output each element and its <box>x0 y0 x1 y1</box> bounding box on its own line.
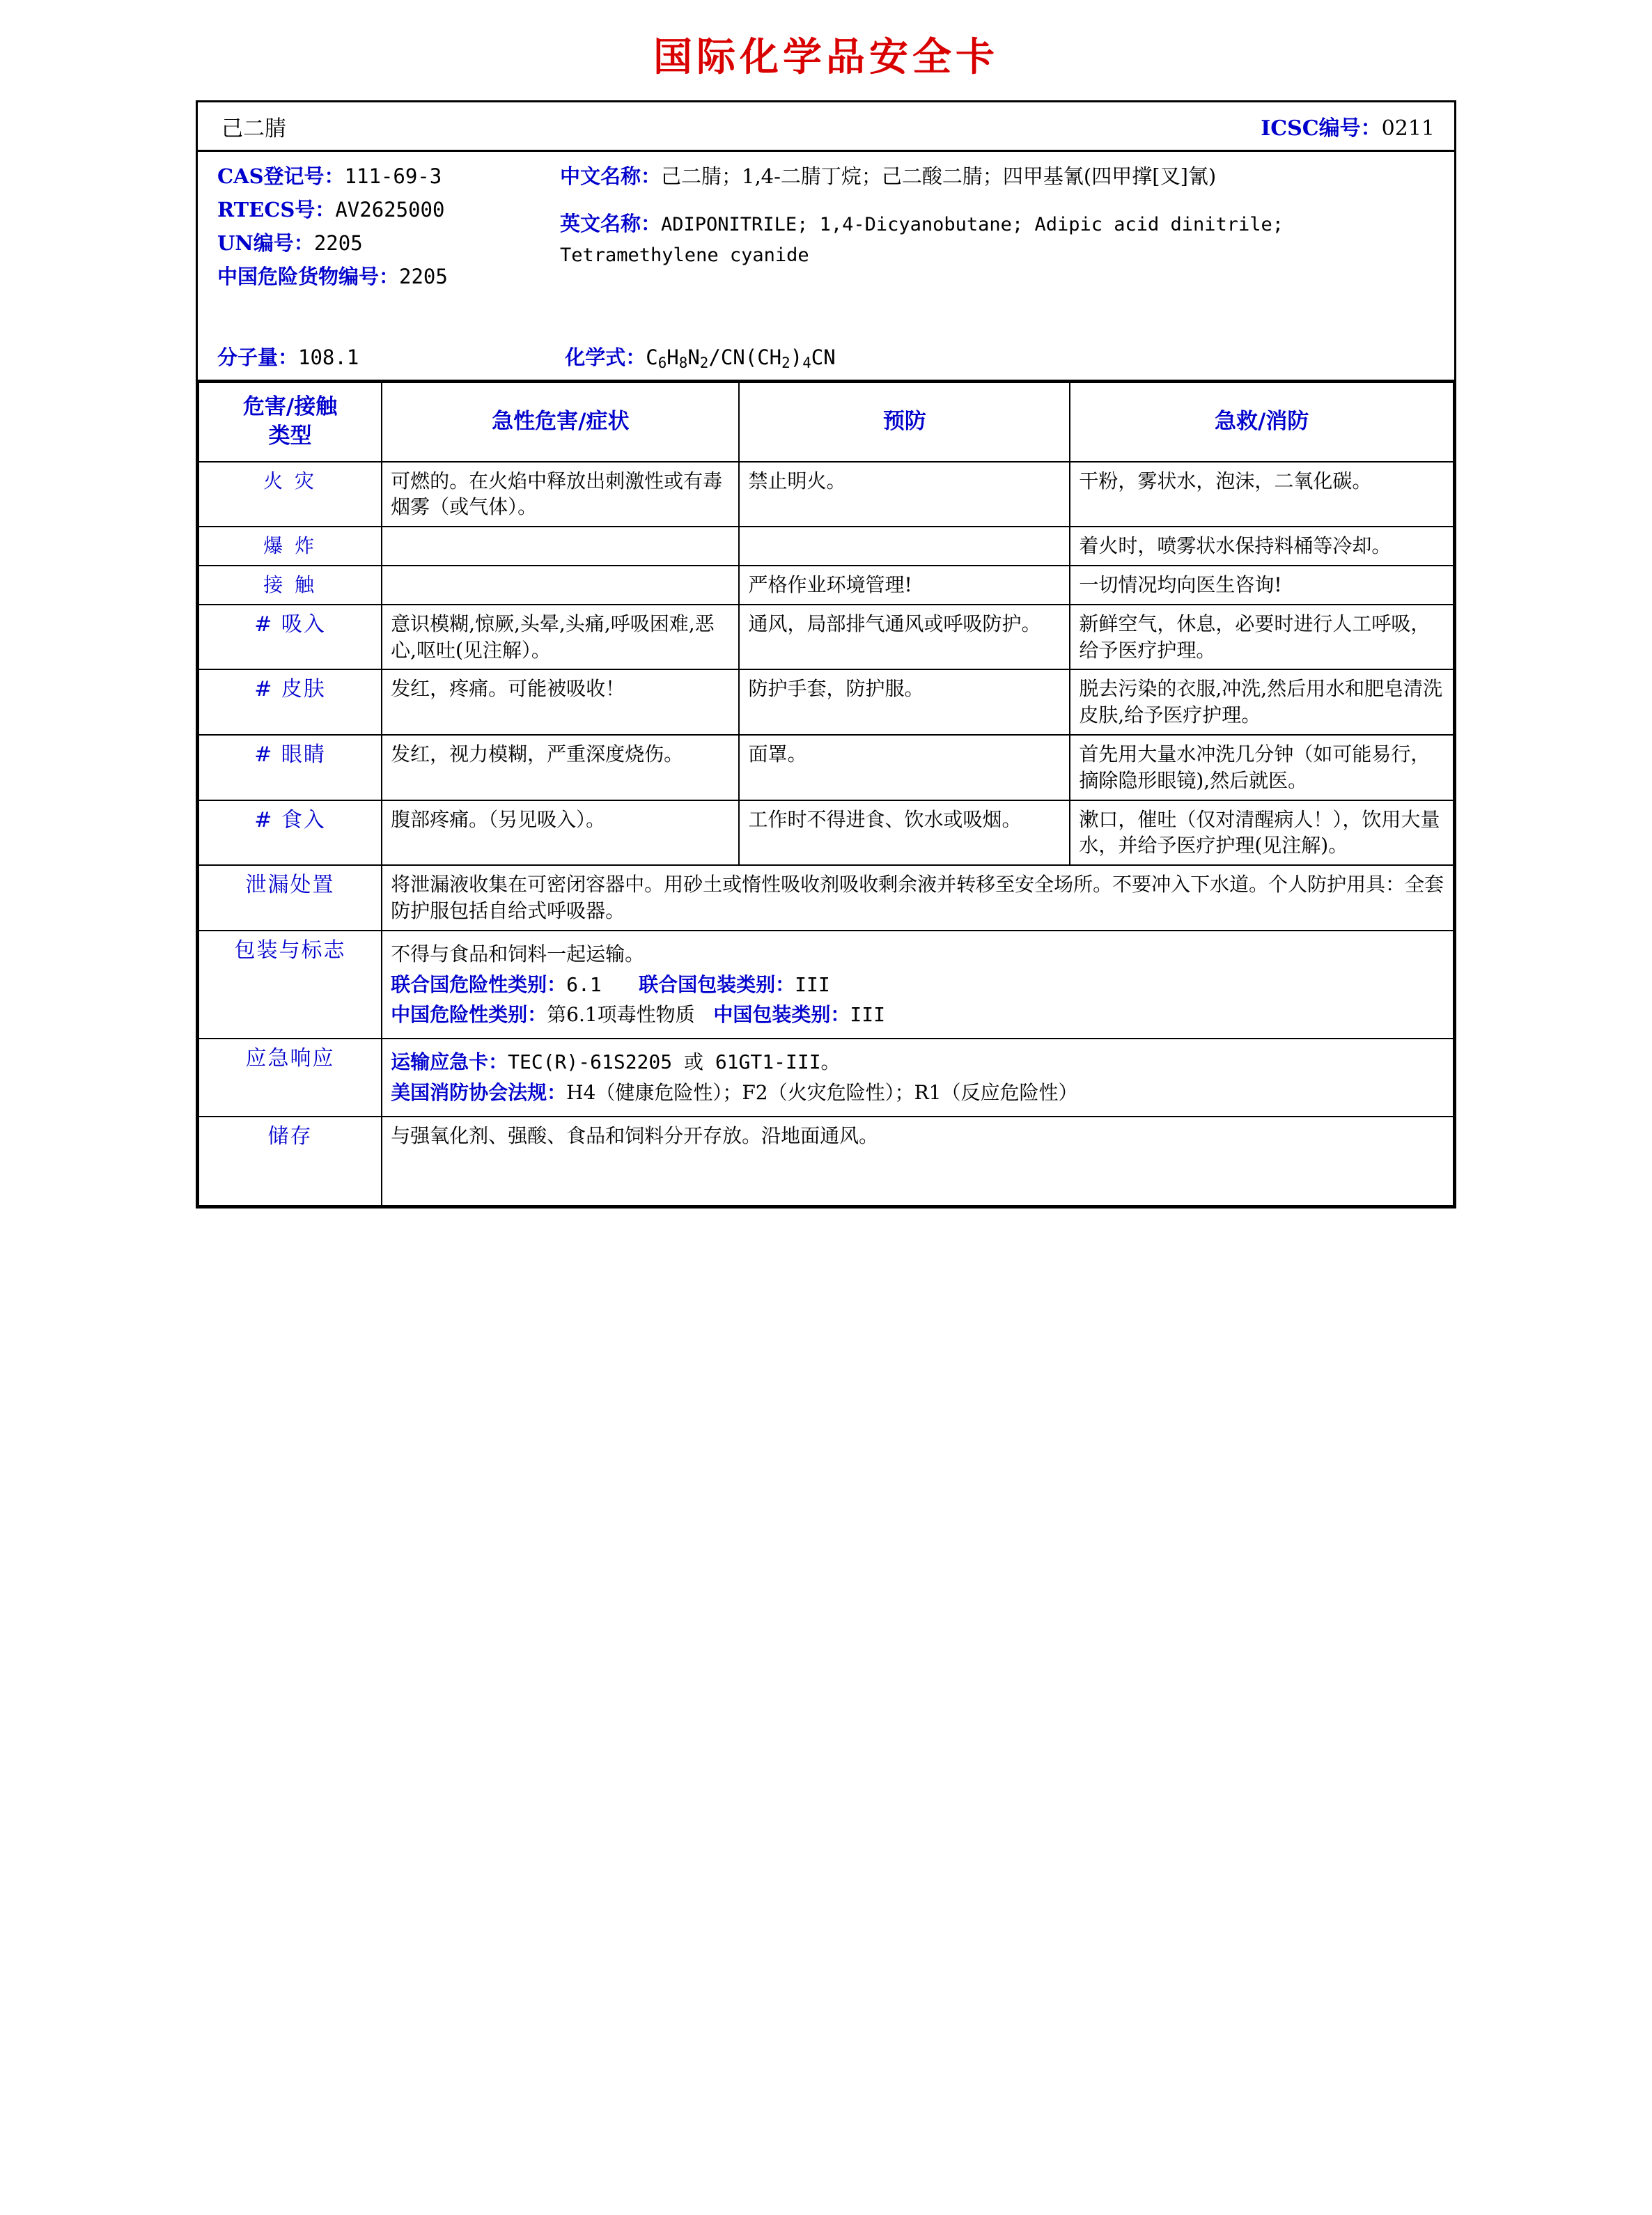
page-title: 国际化学品安全卡 <box>653 34 999 80</box>
en-name-label: 英文名称： <box>560 212 662 236</box>
cas-row <box>217 162 545 191</box>
skin-prevention: 防护手套，防护服。 <box>739 669 1070 735</box>
explosion-symptoms <box>382 527 739 566</box>
tec-value: TEC(R)-61S2205 或 61GT1-III。 <box>508 1050 841 1074</box>
exposure-prevention: 严格作业环境管理! <box>739 566 1070 605</box>
ingestion-prevention: 工作时不得进食、饮水或吸烟。 <box>739 800 1070 866</box>
fire-symptoms: 可燃的。在火焰中释放出刺激性或有毒烟雾（或气体）。 <box>382 462 739 527</box>
packaging-cell <box>382 931 1454 1039</box>
row-label-eyes: # 眼睛 <box>198 735 382 800</box>
table-row <box>198 669 1454 735</box>
col-header-hazard-type-line1: 危害/接触 <box>242 394 338 419</box>
explosion-prevention <box>739 527 1070 566</box>
en-name-value: ADIPONITRILE; 1,4-Dicyanobutane; Adipic acid dinitrile; Tetramethylene cyanide <box>560 214 1284 266</box>
fire-firstaid: 干粉，雾状水，泡沫，二氧化碳。 <box>1070 462 1454 527</box>
eyes-firstaid: 首先用大量水冲洗几分钟（如可能易行，摘除隐形眼镜),然后就医。 <box>1070 735 1454 800</box>
fire-prevention: 禁止明火。 <box>739 462 1070 527</box>
row-label-ingestion: # 食入 <box>198 800 382 866</box>
table-row <box>198 527 1454 566</box>
icsc-card <box>196 100 1456 1208</box>
emergency-tec-line <box>391 1049 1444 1075</box>
un-value: 2205 <box>313 231 363 256</box>
table-row <box>198 735 1454 800</box>
row-label-emergency: 应急响应 <box>198 1039 382 1117</box>
un-label: UN编号： <box>217 231 314 256</box>
col-header-symptoms: 急性危害/症状 <box>382 382 739 462</box>
nfpa-label: 美国消防协会法规： <box>391 1081 567 1105</box>
cn-dangerous-goods-value: 2205 <box>399 265 448 289</box>
explosion-firstaid: 着火时，喷雾状水保持料桶等冷却。 <box>1070 527 1454 566</box>
icsc-number-block <box>1261 111 1454 141</box>
packaging-un-line <box>391 972 1444 998</box>
cn-dangerous-goods-row <box>217 262 545 291</box>
substance-name: 己二腈 <box>221 116 286 141</box>
row-label-storage: 储存 <box>198 1117 382 1206</box>
cn-name-value: 己二腈；1,4-二腈丁烷；己二酸二腈；四甲基氰(四甲撑[叉]氰) <box>661 164 1217 188</box>
cn-name-label: 中文名称： <box>560 164 662 188</box>
storage-text: 与强氧化剂、强酸、食品和饲料分开存放。沿地面通风。 <box>382 1117 1454 1206</box>
mw-value: 108.1 <box>298 345 359 369</box>
cas-value: 111-69-3 <box>344 164 442 188</box>
molecular-weight-block <box>217 342 559 371</box>
icsc-label: ICSC编号： <box>1261 116 1382 141</box>
col-header-hazard-type <box>198 382 382 462</box>
table-row <box>198 800 1454 866</box>
english-names-row <box>560 209 1437 270</box>
skin-firstaid: 脱去污染的衣服,冲洗,然后用水和肥皂清洗皮肤,给予医疗护理。 <box>1070 669 1454 735</box>
cn-pack-value: III <box>850 1003 885 1027</box>
inhalation-symptoms: 意识模糊,惊厥,头晕,头痛,呼吸困难,恶心,呕吐(见注解）。 <box>382 605 739 670</box>
row-label-skin: # 皮肤 <box>198 669 382 735</box>
row-label-inhalation: # 吸入 <box>198 605 382 670</box>
identification-left <box>217 162 545 295</box>
formula-label: 化学式： <box>565 345 646 369</box>
table-row-packaging <box>198 931 1454 1039</box>
packaging-line1: 不得与食品和饲料一起运输。 <box>391 942 645 965</box>
un-row <box>217 228 545 258</box>
card-header <box>198 102 1454 152</box>
row-label-packaging: 包装与标志 <box>198 931 382 1039</box>
chinese-names-row <box>560 162 1437 191</box>
row-label-spill: 泄漏处置 <box>198 865 382 931</box>
ingestion-firstaid: 漱口，催吐（仅对清醒病人！），饮用大量水，并给予医疗护理(见注解)。 <box>1070 800 1454 866</box>
skin-symptoms: 发红，疼痛。可能被吸收！ <box>382 669 739 735</box>
mw-label: 分子量： <box>217 345 299 369</box>
cas-label: CAS登记号： <box>217 164 345 188</box>
tec-label: 运输应急卡： <box>391 1050 508 1074</box>
col-header-prevention: 预防 <box>739 382 1070 462</box>
table-header-row <box>198 382 1454 462</box>
emergency-nfpa-line <box>391 1080 1444 1106</box>
inhalation-firstaid: 新鲜空气，休息，必要时进行人工呼吸，给予医疗护理。 <box>1070 605 1454 670</box>
un-pack-value: III <box>795 972 830 996</box>
un-pack-label: 联合国包装类别： <box>639 972 795 996</box>
identification-block <box>198 152 1454 382</box>
inhalation-prevention: 通风，局部排气通风或呼吸防护。 <box>739 605 1070 670</box>
emergency-cell <box>382 1039 1454 1117</box>
nfpa-value: H4（健康危险性）；F2（火灾危险性）；R1（反应危险性） <box>566 1081 1078 1105</box>
spill-text: 将泄漏液收集在可密闭容器中。用砂土或惰性吸收剂吸收剩余液并转移至安全场所。不要冲入下水道。个人防护用具：全套防护服包括自给式呼吸器。 <box>382 865 1454 931</box>
rtecs-row <box>217 195 545 224</box>
cn-hazard-value: 第6.1项毒性物质 <box>547 1003 695 1027</box>
rtecs-value: AV2625000 <box>335 198 445 222</box>
table-row-storage <box>198 1117 1454 1206</box>
exposure-symptoms <box>382 566 739 605</box>
row-label-exposure: 接 触 <box>198 566 382 605</box>
un-hazard-value: 6.1 <box>566 972 602 996</box>
cn-pack-label: 中国包装类别： <box>713 1003 850 1027</box>
rtecs-label: RTECS号： <box>217 198 336 222</box>
hazards-table <box>198 382 1454 1206</box>
table-row-emergency <box>198 1039 1454 1117</box>
col-header-hazard-type-line2: 类型 <box>268 423 312 449</box>
row-label-explosion: 爆 炸 <box>198 527 382 566</box>
eyes-prevention: 面罩。 <box>739 735 1070 800</box>
table-row <box>198 605 1454 670</box>
cn-hazard-label: 中国危险性类别： <box>391 1003 547 1027</box>
icsc-number: 0211 <box>1381 116 1435 141</box>
row-label-fire: 火 灾 <box>198 462 382 527</box>
cn-dangerous-goods-label: 中国危险货物编号： <box>217 265 400 289</box>
packaging-cn-line <box>391 1002 1444 1028</box>
ingestion-symptoms: 腹部疼痛。（另见吸入）。 <box>382 800 739 866</box>
col-header-firstaid: 急救/消防 <box>1070 382 1454 462</box>
un-hazard-label: 联合国危险性类别： <box>391 972 567 996</box>
table-row <box>198 566 1454 605</box>
eyes-symptoms: 发红，视力模糊，严重深度烧伤。 <box>382 735 739 800</box>
identification-right <box>560 162 1454 270</box>
table-row <box>198 462 1454 527</box>
table-row-spill <box>198 865 1454 931</box>
formula-row <box>217 342 1437 371</box>
exposure-firstaid: 一切情况均向医生咨询! <box>1070 566 1454 605</box>
formula-value: $C_6H_8N_2/CN(CH_2)_4CN$ <box>646 345 836 371</box>
